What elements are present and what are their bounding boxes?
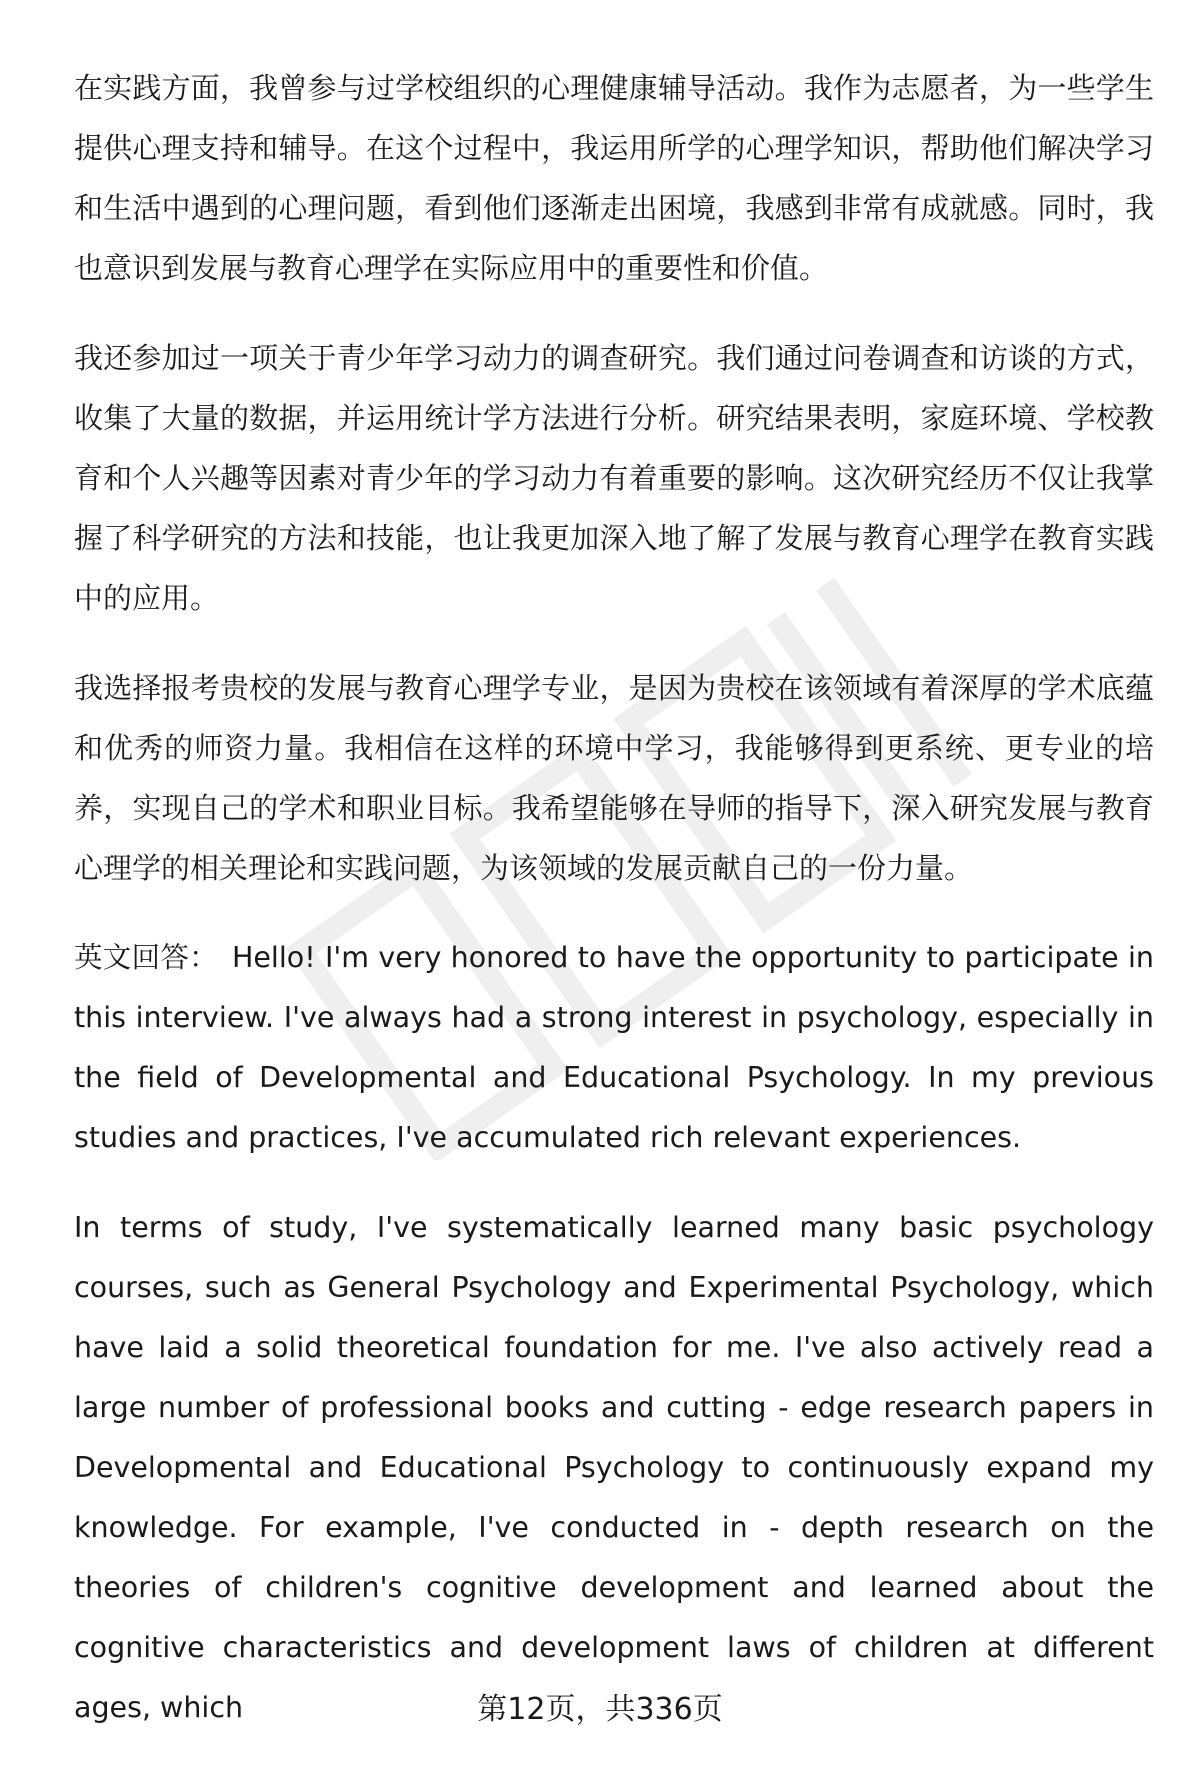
paragraph-motivation: 我选择报考贵校的发展与教育心理学专业，是因为贵校在该领域有着深厚的学术底蕴和优秀的师资力量。我相信在这样的环境中学习，我能够得到更系统、更专业的培养，实现自己的学术和职业目标。我希望能够在导师的指导下，深入研究发展与教育心理学的相关理论和实践问题，为该领域的发展贡献自己的一份力量。 [74,671,1154,885]
english-answer-label: 英文回答： [74,941,218,974]
paragraph-english-intro [74,928,1154,1168]
paragraph-research: 我还参加过一项关于青少年学习动力的调查研究。我们通过问卷调查和访谈的方式，收集了大量的数据，并运用统计学方法进行分析。研究结果表明，家庭环境、学校教育和个人兴趣等因素对青少年的学习动力有着重要的影响。这次研究经历不仅让我掌握了科学研究的方法和技能，也让我更加深入地了解了发展与教育心理学在教育实践中的应用。 [74,341,1154,615]
paragraph-english-study: In terms of study, I've systematically learned many basic psychology courses, such as General Psychology and Experimental Psychology, which have laid a solid theoretical foundation for me. I've also actively read a large number of professional books and cutting - edge research papers in Developmental and Educational Psychology to continuously expand my knowledge. For example, I've conducted in - depth research on the theories of children's cognitive development and learned about the cognitive characteristics and development laws of children at different ages, which [74,1211,1154,1724]
paragraph-practice: 在实践方面，我曾参与过学校组织的心理健康辅导活动。我作为志愿者，为一些学生提供心理支持和辅导。在这个过程中，我运用所学的心理学知识，帮助他们解决学习和生活中遇到的心理问题，看到他们逐渐走出困境，我感到非常有成就感。同时，我也意识到发展与教育心理学在实际应用中的重要性和价值。 [74,71,1154,285]
document-body [74,58,1154,1768]
english-intro-text: Hello! I'm very honored to have the opportunity to participate in this interview. I've always had a strong interest in psychology, especially in the field of Developmental and Educational Psychology. In my previous studies and practices, I've accumulated rich relevant experiences. [74,941,1154,1154]
page-number: 第12页，共336页 [477,1692,723,1727]
